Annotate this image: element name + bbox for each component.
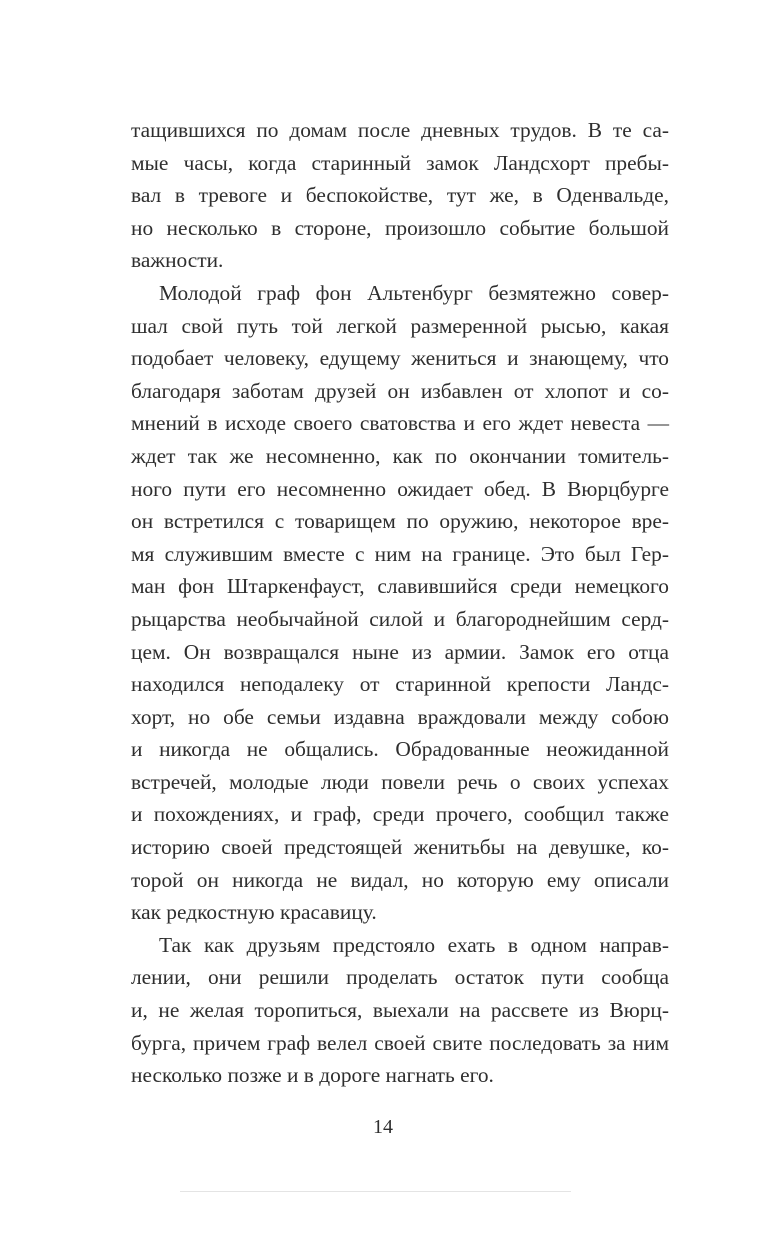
text-line: ждет так же несомненно, как по окончании томитель- [131, 443, 669, 468]
text-line: ного пути его несомненно ожидает обед. В Вюрцбурге [131, 476, 669, 501]
text-line: хорт, но обе семьи издавна враждовали между собою [131, 704, 669, 729]
text-line: историю своей предстоящей женитьбы на девушке, ко- [131, 835, 669, 860]
text-line: мые часы, когда старинный замок Ландсхорт пребы- [131, 150, 669, 175]
text-line: шал свой путь той легкой размеренной рысью, какая [131, 313, 669, 338]
text-line: он встретился с товарищем по оружию, некоторое вре- [131, 509, 669, 534]
text-line: ман фон Штаркенфауст, славившийся среди немецкого [131, 574, 669, 599]
text-line: мнений в исходе своего сватовства и его ждет невеста — [131, 411, 669, 436]
text-line: но несколько в стороне, произошло событие большой [131, 215, 669, 240]
text-line: лении, они решили проделать остаток пути сообща [131, 965, 669, 990]
text-line: торой он никогда не видал, но которую ему описали [131, 867, 669, 892]
text-line: и, не желая торопиться, выехали на рассвете из Вюрц- [131, 998, 669, 1023]
text-line: встречей, молодые люди повели речь о своих успехах [131, 769, 669, 794]
footer-divider [180, 1191, 571, 1192]
text-line: несколько позже и в дороге нагнать его. [131, 1063, 494, 1088]
text-line: Так как друзьям предстояло ехать в одном направ- [159, 932, 669, 957]
text-line: подобает человеку, едущему жениться и знающему, что [131, 346, 669, 371]
text-line: вал в тревоге и беспокойстве, тут же, в Оденвальде, [131, 183, 669, 208]
text-line: бурга, причем граф велел своей свите последовать за ним [131, 1030, 669, 1055]
text-line: и похождениях, и граф, среди прочего, сообщил также [131, 802, 669, 827]
text-line: Молодой граф фон Альтенбург безмятежно совер- [159, 280, 669, 305]
page-number: 14 [373, 1116, 393, 1138]
page-body-text [131, 114, 669, 1092]
text-line: важности. [131, 248, 224, 273]
text-line: мя служившим вместе с ним на границе. Это был Гер- [131, 541, 669, 566]
text-line: как редкостную красавицу. [131, 900, 377, 925]
text-line: цем. Он возвращался ныне из армии. Замок его отца [131, 639, 669, 664]
text-line: рыцарства необычайной силой и благороднейшим серд- [131, 606, 669, 631]
text-line: находился неподалеку от старинной крепости Ландс- [131, 672, 669, 697]
text-line: и никогда не общались. Обрадованные неожиданной [131, 737, 669, 762]
text-line: благодаря заботам друзей он избавлен от хлопот и со- [131, 378, 669, 403]
text-line: тащившихся по домам после дневных трудов. В те са- [131, 118, 669, 142]
